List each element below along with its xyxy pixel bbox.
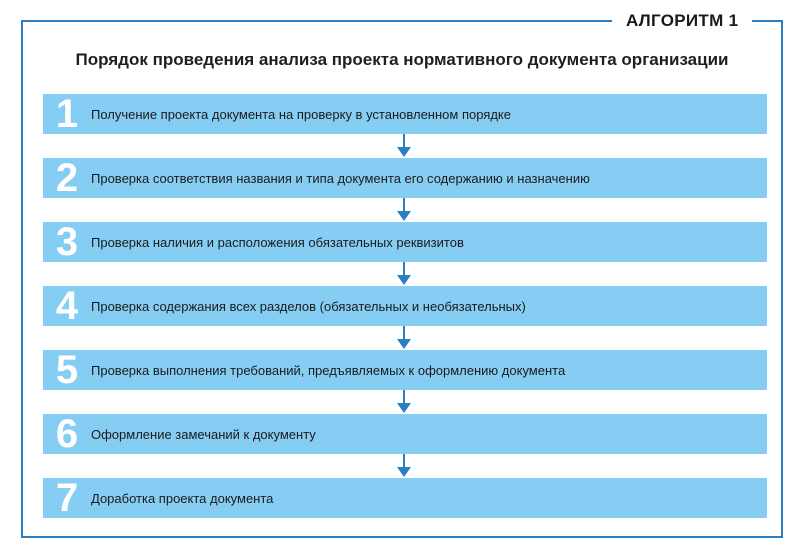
step-4	[43, 286, 767, 326]
step-number: 5	[55, 348, 79, 392]
step-7	[43, 478, 767, 518]
step-2	[43, 158, 767, 198]
diagram-title: Порядок проведения анализа проекта нормативного документа организации	[75, 50, 729, 69]
down-arrow-icon	[396, 134, 412, 158]
algorithm-badge: АЛГОРИТМ 1	[612, 8, 752, 34]
steps-list	[43, 94, 767, 518]
step-number: 7	[55, 476, 79, 520]
down-arrow-icon	[396, 454, 412, 478]
step-label: Доработка проекта документа	[91, 490, 274, 506]
down-arrow-icon	[396, 198, 412, 222]
step-number: 6	[55, 412, 79, 456]
step-label: Проверка содержания всех разделов (обязательных и необязательных)	[91, 298, 526, 314]
step-label: Получение проекта документа на проверку в установленном порядке	[91, 106, 511, 122]
step-number: 3	[55, 220, 79, 264]
step-6	[43, 414, 767, 454]
step-number: 2	[55, 156, 79, 200]
step-5	[43, 350, 767, 390]
step-1	[43, 94, 767, 134]
step-3	[43, 222, 767, 262]
step-number: 1	[55, 92, 79, 136]
down-arrow-icon	[396, 326, 412, 350]
step-number: 4	[55, 284, 79, 328]
step-label: Оформление замечаний к документу	[91, 426, 316, 442]
down-arrow-icon	[396, 262, 412, 286]
step-label: Проверка соответствия названия и типа документа его содержанию и назначению	[91, 170, 590, 186]
step-label: Проверка наличия и расположения обязательных реквизитов	[91, 234, 464, 250]
down-arrow-icon	[396, 390, 412, 414]
step-label: Проверка выполнения требований, предъявляемых к оформлению документа	[91, 362, 566, 378]
